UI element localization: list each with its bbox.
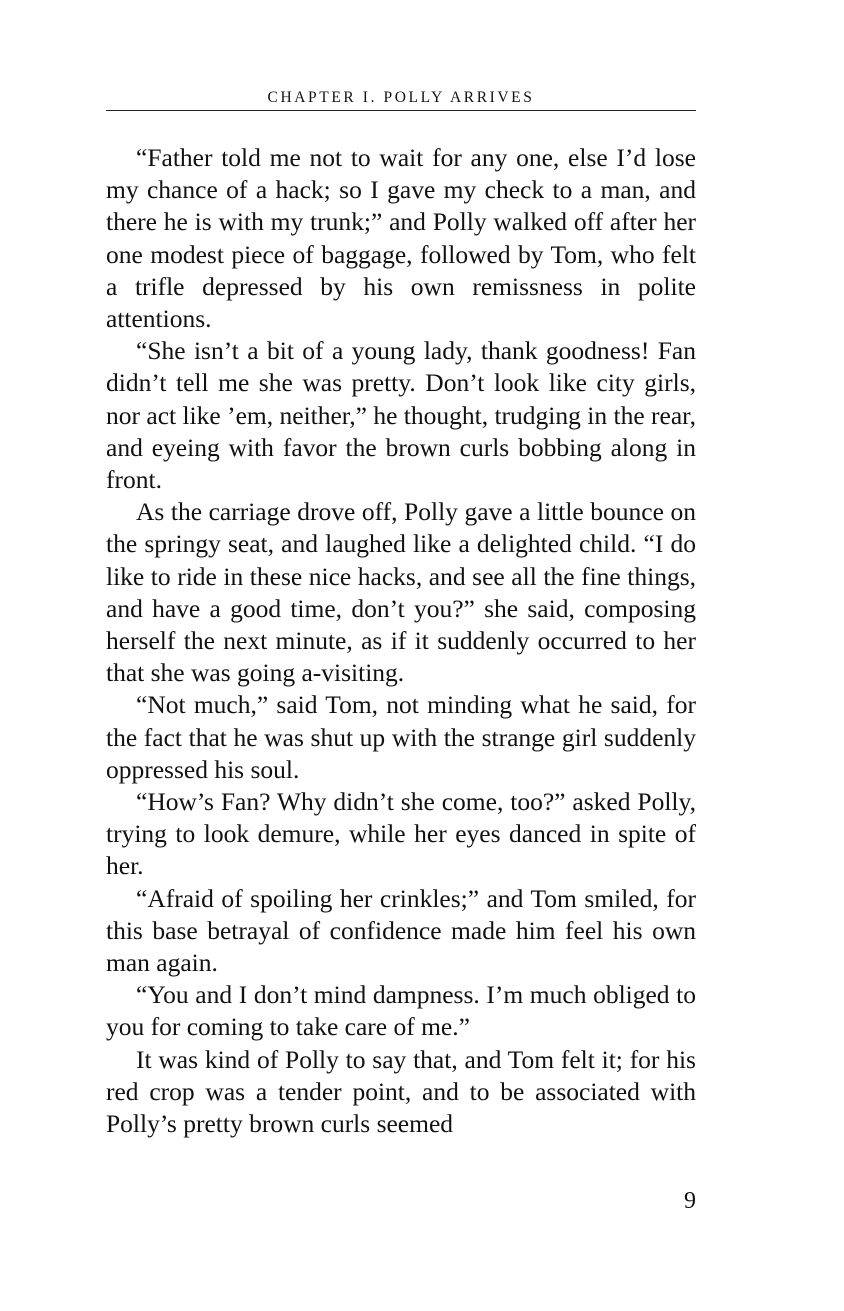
header-rule — [106, 110, 696, 111]
paragraph: “You and I don’t mind dampness. I’m much obliged to you for coming to take care of me.” — [106, 980, 696, 1042]
page-number: 9 — [684, 1188, 696, 1214]
paragraph: As the carriage drove off, Polly gave a little bounce on the springy seat, and laughed like a delighted child. “I do like to ride in these nice hacks, and see all the fine things, and have a good time, don’t you?” she said, composing herself the next minute, as if it suddenly occurred to her that she was going a-visiting. — [106, 497, 696, 688]
running-head: CHAPTER I. POLLY ARRIVES — [267, 89, 535, 106]
paragraph: “Not much,” said Tom, not minding what he said, for the fact that he was shut up with the strange girl suddenly oppressed his soul. — [106, 690, 696, 784]
paragraph: “How’s Fan? Why didn’t she come, too?” asked Polly, trying to look demure, while her eyes danced in spite of her. — [106, 787, 696, 881]
body-text — [106, 142, 696, 1140]
paragraph: “Afraid of spoiling her crinkles;” and Tom smiled, for this base betrayal of confidence made him feel his own man again. — [106, 883, 696, 978]
paragraph: “She isn’t a bit of a young lady, thank goodness! Fan didn’t tell me she was pretty. Don’t look like city girls, nor act like ’em, neither,” he thought, trudging in the rear, and eyeing with favor the brown curls bobbing along in front. — [106, 336, 696, 495]
paragraph: “Father told me not to wait for any one, else I’d lose my chance of a hack; so I gave my check to a man, and there he is with my trunk;” and Polly walked off after her one modest piece of baggage, followed by Tom, who felt a trifle depressed by his own remissness in polite attentions. — [106, 143, 696, 334]
paragraph: It was kind of Polly to say that, and Tom felt it; for his red crop was a tender point, and to be associated with Polly’s pretty brown curls seemed — [106, 1044, 696, 1139]
